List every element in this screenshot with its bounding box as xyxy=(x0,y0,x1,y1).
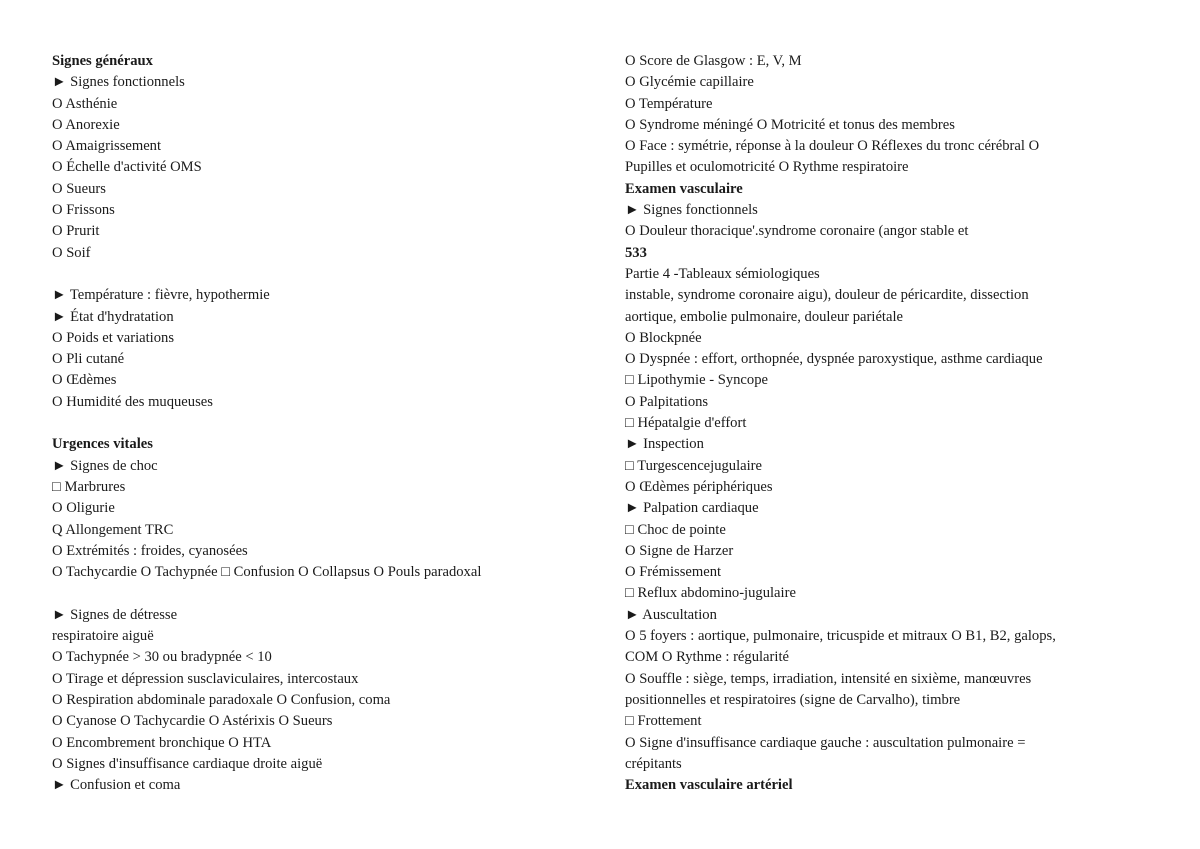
text-line: O Œdèmes xyxy=(52,372,117,389)
text-line: ► Confusion et coma xyxy=(52,777,181,794)
text-line: ► Signes fonctionnels xyxy=(625,202,758,219)
text-line: O 5 foyers : aortique, pulmonaire, tricuspide et mitraux O B1, B2, galops, xyxy=(625,628,1056,645)
blank-line xyxy=(52,583,592,604)
text-line: O Tachycardie O Tachypnée □ Confusion O Collapsus O Pouls paradoxal xyxy=(52,564,482,581)
section-heading: Examen vasculaire xyxy=(625,180,743,197)
text-line: COM O Rythme : régularité xyxy=(625,649,789,666)
text-line: ► Palpation cardiaque xyxy=(625,500,759,517)
text-line: O Glycémie capillaire xyxy=(625,74,754,91)
text-line: □ Marbrures xyxy=(52,478,126,495)
text-line: O Échelle d'activité OMS xyxy=(52,159,202,176)
text-line: ► État d'hydratation xyxy=(52,308,174,325)
text-line: respiratoire aiguë xyxy=(52,628,154,645)
text-line: O Souffle : siège, temps, irradiation, intensité en sixième, manœuvres xyxy=(625,670,1032,687)
text-line: □ Choc de pointe xyxy=(625,521,726,538)
text-line: O Oligurie xyxy=(52,500,115,517)
text-line: □ Lipothymie - Syncope xyxy=(625,372,768,389)
text-line: O Syndrome méningé O Motricité et tonus des membres xyxy=(625,116,955,133)
text-line: O Prurit xyxy=(52,223,100,240)
text-line: Partie 4 -Tableaux sémiologiques xyxy=(625,265,820,282)
blank-line xyxy=(52,413,592,434)
section-heading: Examen vasculaire artériel xyxy=(625,777,793,794)
text-line: O Pli cutané xyxy=(52,351,125,368)
text-line: O Extrémités : froides, cyanosées xyxy=(52,542,248,559)
section-heading: Signes généraux xyxy=(52,53,153,69)
text-line: O Encombrement bronchique O HTA xyxy=(52,734,272,751)
text-line: O Soif xyxy=(52,244,91,261)
text-line: O Tirage et dépression susclaviculaires, intercostaux xyxy=(52,670,359,687)
text-line: O Blockpnée xyxy=(625,329,702,346)
text-line: O Frémissement xyxy=(625,564,722,581)
text-line: ► Signes de détresse xyxy=(52,606,178,623)
text-line: O Amaigrissement xyxy=(52,138,162,155)
text-line: ► Signes de choc xyxy=(52,457,158,474)
text-line: aortique, embolie pulmonaire, douleur pariétale xyxy=(625,308,903,325)
text-line: O Palpitations xyxy=(625,393,709,410)
text-line: O Frissons xyxy=(52,202,115,219)
text-line: O Asthénie xyxy=(52,95,118,112)
text-line: O Œdèmes périphériques xyxy=(625,478,773,495)
right-column xyxy=(625,51,1125,796)
text-line: O Anorexie xyxy=(52,116,120,133)
text-line: □ Hépatalgie d'effort xyxy=(625,415,747,432)
text-line: O Sueurs xyxy=(52,180,106,197)
section-heading: 533 xyxy=(625,244,647,261)
left-column xyxy=(52,51,592,796)
text-line: O Douleur thoracique'.syndrome coronaire (angor stable et xyxy=(625,223,969,240)
text-line: O Poids et variations xyxy=(52,329,175,346)
text-line: O Température xyxy=(625,95,713,112)
text-line: ► Température : fièvre, hypothermie xyxy=(52,287,270,304)
text-line: O Tachypnée > 30 ou bradypnée < 10 xyxy=(52,649,272,666)
blank-line xyxy=(52,264,592,285)
text-line: Pupilles et oculomotricité O Rythme respiratoire xyxy=(625,159,909,176)
text-line: O Respiration abdominale paradoxale O Confusion, coma xyxy=(52,691,391,708)
text-line: O Humidité des muqueuses xyxy=(52,393,213,410)
text-line: O Signe de Harzer xyxy=(625,542,734,559)
text-line: O Cyanose O Tachycardie O Astérixis O Sueurs xyxy=(52,713,333,730)
text-line: O Signes d'insuffisance cardiaque droite aiguë xyxy=(52,755,323,772)
text-line: O Signe d'insuffisance cardiaque gauche : auscultation pulmonaire = xyxy=(625,734,1026,751)
text-line: □ Frottement xyxy=(625,713,702,730)
text-line: positionnelles et respiratoires (signe de Carvalho), timbre xyxy=(625,691,961,708)
text-line: instable, syndrome coronaire aigu), douleur de péricardite, dissection xyxy=(625,287,1029,304)
text-line: ► Inspection xyxy=(625,436,704,453)
text-line: crépitants xyxy=(625,755,682,772)
text-line: O Face : symétrie, réponse à la douleur O Réflexes du tronc cérébral O xyxy=(625,138,1040,155)
text-line: O Score de Glasgow : E, V, M xyxy=(625,53,802,69)
section-heading: Urgences vitales xyxy=(52,436,153,453)
text-line: ► Signes fonctionnels xyxy=(52,74,185,91)
text-line: ► Auscultation xyxy=(625,606,717,623)
text-line: □ Turgescencejugulaire xyxy=(625,457,763,474)
text-line: □ Reflux abdomino-jugulaire xyxy=(625,585,796,602)
text-line: Q Allongement TRC xyxy=(52,521,174,538)
text-line: O Dyspnée : effort, orthopnée, dyspnée paroxystique, asthme cardiaque xyxy=(625,351,1043,368)
